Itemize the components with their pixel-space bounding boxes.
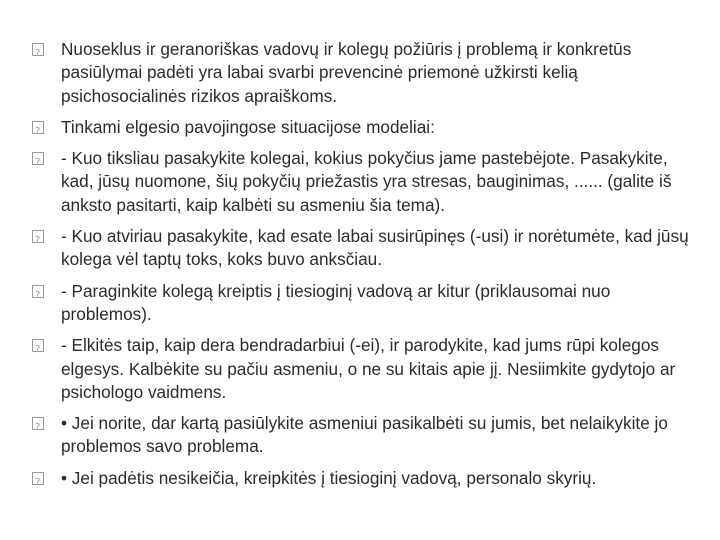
missing-glyph-box-icon xyxy=(32,152,44,165)
missing-glyph-box-icon xyxy=(32,230,44,243)
bullet-text: - Kuo tiksliau pasakykite kolegai, kokius pokyčius jame pastebėjote. Pasakykite, kad, jūsų nuomone, šių pokyčių priežastis yra stresas, bauginimas, ...... (galite iš anksto pasitarti, kaip kalbėti su asmeniu šia tema). xyxy=(61,148,672,215)
missing-glyph-box-icon xyxy=(32,417,44,430)
missing-glyph-box-icon xyxy=(32,339,44,352)
bullet-item xyxy=(32,147,702,217)
bullet-item xyxy=(32,334,702,404)
bullet-item xyxy=(32,38,702,108)
bullet-item xyxy=(32,116,702,139)
bullet-text: • Jei norite, dar kartą pasiūlykite asmeniui pasikalbėti su jumis, bet nelaikykite jo problemos savo problema. xyxy=(61,413,668,457)
missing-glyph-box-icon xyxy=(32,285,44,298)
missing-glyph-box-icon xyxy=(32,472,44,485)
bullet-text: Tinkami elgesio pavojingose situacijose modeliai: xyxy=(61,116,435,137)
bullet-item xyxy=(32,412,702,459)
bullet-text: - Elkitės taip, kaip dera bendradarbiui (-ei), ir parodykite, kad jums rūpi kolegos elgesys. Kalbėkite su pačiu asmeniu, o ne su kitais apie jį. Nesiimkite gydytojo ar psichologo vaidmens. xyxy=(61,335,676,402)
bullet-item xyxy=(32,280,702,327)
bullet-text: - Paraginkite kolegą kreiptis į tiesioginį vadovą ar kitur (priklausomai nuo problemos). xyxy=(61,280,611,324)
bullet-item xyxy=(32,225,702,272)
bullet-text: • Jei padėtis nesikeičia, kreipkitės į tiesioginį vadovą, personalo skyrių. xyxy=(61,467,597,488)
missing-glyph-box-icon xyxy=(32,121,44,134)
missing-glyph-box-icon xyxy=(32,43,44,56)
slide-bullet-list xyxy=(32,38,702,498)
bullet-text: Nuoseklus ir geranoriškas vadovų ir kolegų požiūris į problemą ir konkretūs pasiūlymai padėti yra labai svarbi prevencinė priemonė užkirsti kelią psichosocialinės rizikos apraiškoms. xyxy=(61,39,632,106)
bullet-item xyxy=(32,467,702,490)
bullet-text: - Kuo atviriau pasakykite, kad esate labai susirūpinęs (-usi) ir norėtumėte, kad jūsų kolega vėl taptų toks, koks buvo anksčiau. xyxy=(61,226,689,270)
